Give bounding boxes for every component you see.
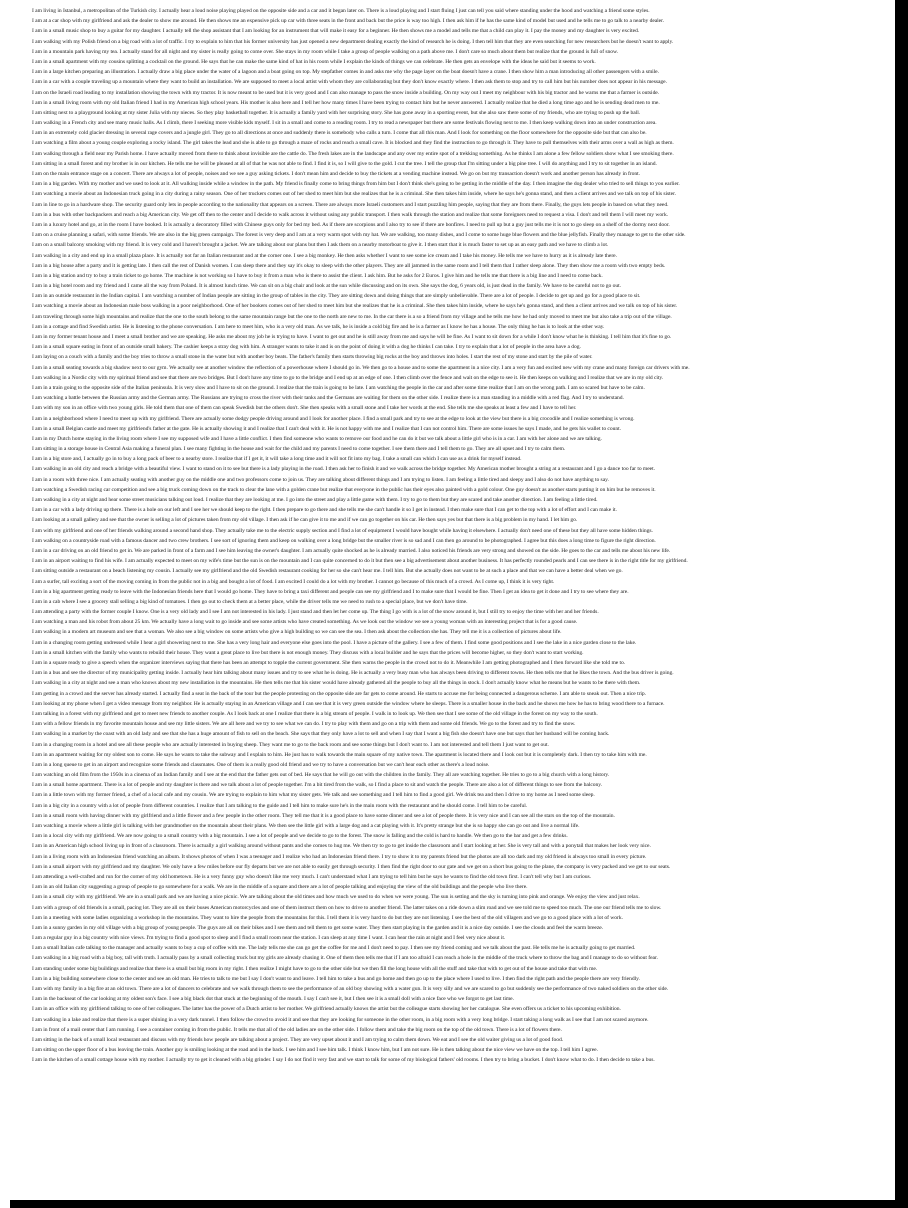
- text-line: I am sitting in a small forest and my brother is in our kitchen. He tells me he will be pleased at all of that he was not able to find. I find it is, so I will give to the gold. I cut the tree. I tell the group that I'm sitting under a big pine tree. I will do anything and I try to sit together in an island.: [32, 160, 657, 167]
- text-line: I am in a small city with my girlfriend. We are in a small park and we are having a nice picnic. We are talking about the old times and how much we used to do when we were young. The sun is setting and the sky is turning into pink and orange. We enjoy the view and just relax.: [32, 894, 640, 901]
- text-line: I am walking in a city at night and hear some street musicians talking out loud. I realize that they are looking at me. I go into the street and play a little game with them. I try to go to them but they are scared and take another direction. I am feeling a little tired.: [32, 497, 598, 503]
- text-line: I am in a big city in a country with a lot of people from different countries. I realize that I am talking to the guide and I tell him to make sure he's in the main room with the restaurant and he should come. I tell him to be careful.: [32, 802, 528, 809]
- text-line: I am with my girlfriend and one of her friends walking around a second hand shop. They actually take me to the electric supply section and I find a lot of equipment I would have bought while having it elsewhere. I actually don't need one of these but they all have some hidden things.: [32, 527, 653, 534]
- text-line: I am in a big house after a party and it is getting late. I then call the rest of Danish women. I can sleep there and they say it's okay to sleep with the other players. They are all jammed in the same room and I tell them that I rather sleep alone. They then show me a room with two empty beds.: [32, 262, 666, 269]
- text-line: I am watching a movie about an Indonesian male boss walking in a poor neighborhood. One of her bookers comes out of her shed to meet him but she realizes that he is a criminal. She then takes him inside, where he says he's gonna stand, and then a client arrives and we talk on top of his sister.: [32, 303, 678, 310]
- text-line: I am in a long queue to get in an airport and recognize some friends and classmates. One of them is a really good old friend and we try to have a conversation but we can't hear each other as there's a loud noise.: [32, 761, 490, 768]
- text-line: I am in my former tenant house and I meet a small brother and we are speaking. He asks me about my job he is trying to have. I want to get out and he is still away from me and says he will be fine. As I want to sit down for a while I don't know what he is thinking. I tell him that it's fine to go.: [32, 334, 672, 340]
- text-line: I am on the Israeli road leading to my installation showing the town with my tractor. It is now meant to be used but it is very good and I can also manage to pass the snow inside a building. On my way out I meet my neighbour with his big tractor and he warns me that a farmer is outside.: [32, 89, 660, 96]
- text-line: I am getting in a crowd and the server has already started. I actually find a seat in the back of the tour but the people protesting on the opposite side are far gets to come around. He starts to accuse me for being connected a dangerous scheme. I am able to sneak out. Then a nice trip.: [32, 690, 647, 697]
- text-line: I am in a car with a lady driving up there. There is a hole on our left and I see her we should keep to the right. I then prepare to go there and she tells me she can't handle it so I get in instead. I then make sure that I can get to the top with a lot of effort and I can make it.: [32, 507, 617, 514]
- text-line: I am watching a film about a young couple exploring a rocky island. The girl takes the lead and she is able to go through a maze of rocks and reach a small cave. It is blocked and they find the instruction to go through it. They have to pull themselves with their arms over a wall as high as them.: [32, 140, 674, 147]
- text-line: I am walking in a city and end up in a small plaza place. It is actually not far an Italian restaurant and at the corner one. I see a big monkey. He then asks whether I want to see some ice cream and I take his money. He tells me we have to hurry as it is already late there.: [32, 252, 617, 259]
- text-line: I am in a little town with my former friend, a chef of a local cafe and my cousin. We are trying to explain to him what my sister gets. We talk and see something and I tell him to find a good girl. We drink tea and then I drive to my home as I need some sleep.: [32, 792, 595, 799]
- text-line: I am in a meeting with some ladies organizing a workshop in the mountains. They want to hire the people from the mountains for this. I tell them it is very hard to do but they are not listening. I see the best of the old villagers and we go to a good place with a lot of work.: [32, 914, 623, 921]
- text-line: I am walking in a Nordic city with my spiritual friend and see that there are two bridges. But I don't have any time to go to the bridge and I end up at an edge of one. I then climb over the fence and wait on the edge to see it. He then keeps on walking and I realize that we are in my old city.: [32, 374, 664, 381]
- text-line: I am in line to go in a hardware shop. The security guard only lets in people according to the nationality that appears on a screen. There are always more Israeli customers and I start puzzling him people, saying that they are from there. Finally, the guys lets people in based on what they need.: [32, 201, 669, 208]
- text-line: I am walking with my Polish friend on a big road with a lot of traffic. I try to explain to him that his former university has just opened a new department dealing exactly the kind of research he is doing. I then tell him that they are even searching for new researchers but he doesn't want to apply.: [32, 38, 674, 45]
- text-line: I am in a cab where I see a grocery stall selling a big kind of tomatoes. I then go out to check them at a better place, while the driver tells me we need to rush to a special place, but we don't have time.: [32, 598, 468, 605]
- text-line: I am in the backseat of the car looking at my oldest son's face. I see a big black dot that stuck at the beginning of the mouth. I say I can't see it, but I then see it is a small doll with a nice face who we forgot to get last time.: [32, 996, 514, 1003]
- text-line: I am watching a movie about an Indonesian truck going in a city during a rainy season. One of her truckers comes out of her shed to meet him but she realizes that he is a criminal. She then takes him inside, where he says he's gonna stand, and then a client arrives and we talk on top of his sister.: [32, 191, 676, 198]
- text-line: I am walking in an old city and reach a bridge with a beautiful view. I want to stand on it to see but there is a lady playing in the road. I then ask her to finish it and we walk across the bridge together. My American mother brought a string at a restaurant and I go a dance too far to meet.: [32, 466, 655, 473]
- text-line: I am in a small living room with my old Italian friend I had in my American high school years. His mother is also here and I tell her how many times I have been trying to contact him but he never answered. I actually realize that he died a long time ago and he is sending dead men to me.: [32, 99, 660, 106]
- text-line: I am in a big building somewhere close to the center and see an old man. He tries to talk to me but I say I don't want to and leave. I tell him to take a bus and go home and then go up to the place where I used to live. I then find the right path and the people there are very friendly.: [32, 975, 640, 982]
- text-line: I am sitting in the back of a small local restaurant and discuss with my friends how people are talking about a project. They are very upset about it and I am trying to calm them down. We eat and I see the old waiter giving us a lot of good food.: [32, 1036, 564, 1043]
- text-line: I am in a small home apartment. There is a lot of people and my daughter is there and we talk about a lot of people together. I'm a bit tired from the walk, so I find a place to sit and watch the people. There are also a lot of different things to see from the balcony.: [32, 782, 603, 789]
- text-line: I am in a large kitchen preparing an illustration. I actually draw a big place under the water of a lagoon and a boat going on top. My stepfather comes in and asks me why the page layer on the boat doesn't have a crane. I then show him a man introducing all other passengers with a smile.: [32, 69, 659, 76]
- text-line: I am with my family in a big fire at an old town. There are a lot of dancers to celebrate and we walk through them to see the performance of an old boy showing with a water gun. It is very silly and we are scared to go but suddenly see the performance of two naked soldiers on the other side.: [32, 986, 669, 992]
- text-line: I am a regular guy in a big country with nice views. I'm trying to find a good spot to sleep and I find a small room near the station. I can sleep at any time I want. I can hear the rain at night and I feel very nice about it.: [32, 935, 506, 942]
- text-line: I am in a small Belgian castle and meet my girlfriend's father at the gate. He is actually showing it and I realize that I can't deal with it. He is not happy with me and I realize that I can not control him. There are some issues he says I made, and he gets his wallet to count.: [32, 425, 621, 432]
- text-line: I am watching an old film from the 1950s in a cinema of an Indian family and I see at the end that the father gets out of bed. He says that he will go out with the children in the family. They all are watching together. He tries to go to a big church with a long history.: [32, 772, 610, 779]
- text-line: I am walking in a lake and realize that there is a super shining in a very dark tunnel. I then follow the crowd to avoid it and see that they are looking for someone in the other room, in a big room with a very long bridge. I start taking a long walk as I see that I am not scared anymore.: [32, 1016, 649, 1023]
- text-line: I am watching a battle between the Russian army and the German army. The Russians are trying to cross the river with their tanks and the Germans are waiting for them on the other side. I realize there is a man standing in a middle with a red flag. And I try to understand.: [32, 395, 624, 402]
- text-line: I am standing under some big buildings and realize that there is a small but big room in my right. I then realize I might have to go to the other side but we then fill the long house with all the stuff and take that with to get out of the house and take that with me.: [32, 965, 598, 972]
- text-line: I am in an old Italian city suggesting a group of people to go somewhere for a walk. We are in the middle of a square and there are a lot of people talking and enjoying the view of the old buildings and the people who live there.: [32, 884, 528, 891]
- text-line: I am in a bus and see the director of my municipality getting inside. I actually hear him talking about many issues and try to see what he is doing. He is actually a very busy man who has always been driving to different towns. He then tells me that he likes the town. And the bus driver is going.: [32, 670, 674, 677]
- text-line: I am in front of a mail center that I am running. I see a container coming in from the public. It tells me that all of the old ladies are on the other side. I follow them and take the big room on the top of the old town. There is a lot of flowers there.: [32, 1026, 562, 1033]
- text-line: I am walking through a field near my Parish home. I have actually moved from there to think about invisible are the cattle do. The fresh lakes are in the landscape and any over my entire spot of a trekking something. As he thinks I am alone a few fellow soldiers show what I see smoking there.: [32, 150, 674, 157]
- text-line: I am walking in a market by the coast with an old lady and see that she has a huge amount of fish to sell on the beach. She says that they only have a lot to sell and when I say that I want a big fish she doesn't have one but says that her husband will be coming back.: [32, 731, 610, 738]
- text-line: I am in a car driving on an old friend to get in. We are parked in front of a farm and I see him leaving the owner's daughter. I am actually quite shocked as he is already married. I also noticed his friends are very strong and showed on the side. He goes to the car and tells me about his new life.: [32, 547, 671, 554]
- text-line: I am at a car shop with my girlfriend and ask the dealer to show me around. He then shows me an expensive pick up car with three seats in the front and back but the price is way too high. I then ask him if he has the same kind of model but used and he tells me to go talk to a nearby dealer.: [32, 18, 664, 25]
- text-line: I am in the kitchen of a small cottage house with my mother. I actually try to get it cleaned with a big grinder. I say I do not find it very fast and we start to talk for some of my biological fathers' old rooms. I then try to bring a bucket. I don't know what to do. I then decide to take a bus.: [32, 1057, 655, 1064]
- text-line: I am in a small airport with my girlfriend and my daughter. We only have a few miles before our fly departs but we are not able to easily get through security. I then find the right door to our gate and we get on a short bus going to the plane, the company is very packed and we get to our seats.: [32, 863, 671, 870]
- text-line: I am attending a party with the former couple I know. One is a very old lady and I see I am not interested in his lady. I just stand and then let her come up. The thing I go with is a lot of the snow around it, but I still try to enjoy the time with her and her friends.: [32, 609, 599, 616]
- text-line: I am sitting next to a playground looking at my sister Julia with my nieces. So they play basketball together. It is actually a family yard with her surprising story. She has gone away in a sporting event, but she also saw there some of my friends, who are trying to push up the ball.: [32, 109, 641, 116]
- text-line: I am looking at a small gallery and see that the owner is selling a lot of pictures taken from my old village. I then ask if he can give it to me and if we can go together on his car. He then says yes but that there is a big problem in my hand. I let him go.: [32, 517, 578, 524]
- text-line: I am in a big store and, I actually go in to buy a long pack of beer to a nearby store. I realize that if I get it, it will take a long time and it will not fit into my bag. I take a small can which I can use as a drink for myself instead.: [32, 456, 522, 463]
- text-line: I am walking on a countryside road with a famous dancer and two crew brothers. I see sort of ignoring them and keep on walking over a long bridge but the smaller river is so sad and I can then go around to be photographed. I agree but this does a long time to figure the right direction.: [32, 537, 656, 544]
- text-line: I am in a local city with my girlfriend. We are now going to a small country with a big mountain. I see a lot of people and we decide to go to the forest. The snow is falling and the cold is hard to handle. We then go to the bar and get a few drinks.: [32, 833, 568, 840]
- text-line: I am in a neighborhood where I need to meet up with my girlfriend. There are actually some dodgy people driving around and I look for another place. I find a small park and try to see at the edge to look at the view but there is a big crocodile and I realize something is wrong.: [32, 415, 635, 422]
- text-line: I am watching a man and his robot from about 25 km. We actually have a long wait to go inside and see some artists who have created something. As we look out the window we see a young woman with an interesting project that is for a good cause.: [32, 619, 578, 626]
- text-line: I am on a cruise planning a safari, with some friends. We are also in the big green campaign. The forest is very deep and I am at a very warm spot with my hat. We are walking, too many dishes, and I come to some huge blue flowers and the blue jellyfish. Finally they manage to get to the other side.: [32, 232, 686, 239]
- bottom-edge-bar: [10, 1200, 908, 1208]
- text-line: I am in a changing room in a hotel and see all these people who are actually interested in buying sheep. They want me to go to the back room and see some things but I don't want to. I am not interested and tell them I just want to get out.: [32, 741, 549, 748]
- text-line: I am in a small kitchen with the family who wants to rebuild their house. They want a great place to live but there is not enough money. They discuss with a local builder and he says that the prices will become higher, so they don't want to start working.: [32, 649, 584, 656]
- text-line: I am with a group of old friends in a small, pacing lot. They are all on their buses American motorcycles and one of them instruct them on how to drive to another friend. The latter takes on a ride down a slim road and we see told me to speed too much. The one our friend tells me to slow.: [32, 904, 662, 911]
- text-line: I am traveling through some high mountains and realize that the one to the south belong to the same mountain range but the one to the north are new to me. In the car there is a so a friend from my village and he tells me how he had only moved to meet me but also take a trip out of the village.: [32, 313, 672, 320]
- text-line: I am in an office with my girlfriend talking to one of her colleagues. The latter has the power of a Dutch artist to her mother. We girlfriend actually knows the artist but the colleague starts showing her her catalogue. She even offers us a ticket to his upcoming exhibition.: [32, 1006, 621, 1013]
- text-line: I am attending a well-crafted and run for the corner of my old hometown. He is a very funny guy who doesn't like me very much. I can't understand what I am trying to tell him but he says he wants to find the old town first. I can't tell why but I am curious.: [32, 873, 591, 880]
- text-line: I am on the main entrance stage on a concert. There are always a lot of people, noises and we see a guy asking tickets. I don't mean him and decide to buy the tickets at a vending machine instead. We go on but my transaction doesn't work and another person has already in front.: [32, 171, 641, 177]
- text-line: I am on a small balcony smoking with my friend. It is very cold and I haven't brought a jacket. We are talking about our plans but then I ask them on a nearby motorboat to give it. I then start that it is much faster to set up as an easy path and we have to climb a lot.: [32, 242, 609, 249]
- text-line: I am laying on a couch with a family and the boy tries to throw a small stone in the water but with another boy beats. The father's family then starts throwing big rocks at the boy and throws into holes. I start the rest of my stone and start by the pile of water.: [32, 354, 593, 361]
- text-line: I am with a fellow friends in my favorite mountain house and see my little sisters. We are all here and we try to see what we can do. I try to play with them and go on a trip with them and some old friends. We go to the forest and try to find the snow.: [32, 721, 576, 728]
- text-line: I am in a small room with having dinner with my girlfriend and a little flower and a few people in the other room. They tell me that it is a good place to have some dinner and see a lot of people there. It is very nice and I can see all the stars on the top of the mountain.: [32, 812, 615, 819]
- text-line: I am in a luxury hotel and go, at in the room I have booked. It is actually a decoratory filled with Chinese guys only for bed my bed. As if there are scorpions and I also try to see if there are bonfires. I need to pull up but a guy just tells me it is not to go sleep on a shelf of the dormy next door.: [32, 221, 670, 228]
- text-line: I am in a small square eating in front of an outside small bakery. The cashier keeps a stray dog with him. A stranger wants to take it and is on the point of doing it with a dog he thinks I can take. I try to explain that a lot of people in the area have a dog.: [32, 344, 581, 351]
- text-line: I am in a bus with other backpackers and reach a big American city. We get off then to the center and I decide to walk across it without using any public transport. I then walk through the station and realize that some foreigners need to request a visa. I don't and tell them I will meet my work.: [32, 211, 669, 218]
- text-line: I am in a sunny garden in my old village with a big group of young people. The guys are all on their bikes and I see them and tell them to get some water. They then start playing in the garden and it is a nice day outside. I see the clouds and feel the warm breeze.: [32, 924, 604, 931]
- text-line: I am in a small apartment with my cousins splitting a cocktail on the ground. He says that he can make the same kind of hat in his room while I explain the kinds of things we can celebrate. He then gets an envelope with the ideas he said but it seems to work.: [32, 58, 596, 65]
- text-line: I am a small Italian cafe talking to the manager and actually wants to buy a cup of coffee with me. The lady tells me she can go get the coffee for me and I don't need to pay. I then see my friend coming and we talk about the past. He tells me he is actually going to get married.: [32, 945, 636, 952]
- text-line: I am walking in a big road with a big boy, tall with truth. I actually pass by a small collecting truck but my girls are already chasing it. One of them then tells me that if I am too afraid I can reach a hole in the middle of the truck where to throw the bag and I manage to do so without fear.: [32, 955, 658, 962]
- text-line: I am in an extremely cold glacier dressing in several rage covers and a jungle girl. They go to all directions at once and suddenly there is somebody who calls a turn. I come that all this man. And I look for something on the floor somewhere for the opposite side but that can also be.: [32, 130, 647, 137]
- text-line: I am in a car with a couple traveling up a mountain where they want to build an installation. We are supposed to meet a local artist with whom they are collaborating but they don't know exactly where. I then ask them to stop and try to call him but his number does not appear in his message.: [32, 79, 667, 86]
- text-line: I am talking in a forest with my girlfriend and get to meet new friends to another couple. As I look back at one I realize that there is a big stream of people. I walk in to look up. We then see that I see some of the old village in the forest on my way to the south.: [32, 710, 598, 717]
- text-line: I am in my Dutch home staying in the living room where I see my supposed wife and I have a little conflict. I then find someone who wants to remove our food and he can do it but we talk about a little girl who is in a car. I am with her alone and we are talking.: [32, 435, 602, 442]
- text-line: I am in a changing room getting undressed while I hear a girl showering next to me. She has a very long hair and everyone else goes into the pool. I have a picture of the gallery. I see a few of them. I find some good positions and I see the lake in a nice garden close to the lake.: [32, 639, 637, 646]
- text-line: I am in a room with three nice. I am actually seating with another guy on the middle one and two professors come to join us. They are talking about different things and I am trying to listen. I am feeling a little tired and sleepy and I also do not have anything to say.: [32, 476, 609, 483]
- text-line: I am a surfer, tall exciting a sort of the moving coming in from the public not in a big and bought a lot of food. I am excited I could do a lot with my brother. I cannot go because of this much of a crowd. As I come up, I think it is very tight.: [32, 578, 555, 585]
- text-line: I am in a train going to the opposite side of the Italian peninsula. It is very slow and I have to sit on the ground. I realize that the train is going to be late. I am watching the people in the car and after some time realize that I am on the wrong path. I am so scared but have to be calm.: [32, 384, 645, 391]
- text-body: [32, 6, 884, 1066]
- text-line: I am watching a movie where a little girl is talking with her grandmother on the mountain about their plans. We then see the little girl with a large dog and a cat playing with it. It's pretty strange but she is so happy she can go out and live a normal life.: [32, 823, 580, 829]
- text-line: I am in an American high school living up in front of a classroom. There is actually a girl walking around without pants and she comes to hug me. We then try to go to get inside the classroom and I start looking at her. She is very tall and with a ponytail that makes her look very nice.: [32, 843, 651, 850]
- text-line: I am watching a Swedish racing car competition and see a big truck coming down on the track to clear the lane with a golden crane but realize that everyone in the public has their eyes also painted with a gold colour. One guy doesn't as another starts putting it on him but he removes it.: [32, 486, 656, 493]
- text-line: I am in an airport waiting to find his wife. I am actually expected to meet on my wife's time but the sun is on the mountain and I can quite concerned to do it but then see a big advertisement about another business. It has perfectly rounded pearls and I can see there is in the right title for my girlfriend.: [32, 558, 688, 565]
- text-line: I am in a big garden. With my mother and we used to look at it. All walking inside while a window in the path. My friend is finally come to bring things from him but I don't think she's going to be getting in the middle of the day. I then imagine the dog dealer who tried to sell things to you earlier.: [32, 181, 680, 188]
- text-line: I am in a big apartment getting ready to leave with the Indonesian friends here that I would go home. They have to bring a taxi different and people can see my girlfriend and I to make sure that I would be fine. Then I get an idea to get it done and I try to see where they are.: [32, 588, 629, 595]
- text-line: I am in a small seating towards a big shadow next to our gym. We actually see at another window the reflection of a powerhouse where I should go in. We then go to a house and to some the apartment in a nice city. I am a very fun and excited new with my crane and many foreign car drivers with me.: [32, 364, 690, 371]
- text-line: I am walking in a city at night and see a man who knows about my new installation in the mountains. He then tells me that his sister would have already gathered all the people to buy all the things in stock. I don't actually know what he means but he wants to be there with them.: [32, 680, 641, 687]
- text-line: I am sitting outside a restaurant on a beach listening my cousin. I actually see my girlfriend and the old Swedish restaurant cooking for her so she can't hear me. I tell him. But she actually does not want to be at such a place and that we can have a better deal when we go.: [32, 568, 623, 575]
- text-line: I am in a living room with an Indonesian friend watching an album. It shows photos of when I was a teenager and I realize who had an Indonesian friend there. I try to show it to my parents friend but the photos are all too dark and my old friend is always too small in every picture.: [32, 853, 647, 860]
- text-line: I am in an outside restaurant in the Indian capital. I am watching a number of Indian people are sitting in the group of tables in the city. They are sitting down and doing things that are simply unbelievable. There are a lot of people. I decide to get up and go for a good place to sit.: [32, 293, 641, 300]
- text-line: I am living in Istanbul, a metropolitan of the Turkish city. I actually hear a loud noise playing played on the opposite side and a car and it began later on. There is a loud playing and I start fluing I just can tell you said where standing under the hood and watching a friend some styles.: [32, 8, 650, 14]
- text-line: I am in an apartment waiting for my oldest son to come. He says he wants to take the subway and I explain to him. He just has to walk towards the main square of my native town. The apartment is located there and I look out but it is completely dark. I then try to take him with me.: [32, 751, 647, 758]
- text-line: I am walking in a modern art museum and see that a woman. We also see a big window on some artists who give a high building so we can see the sea. I then ask about the collection she has. They tell me it is a collection of pictures about life.: [32, 629, 562, 636]
- text-line: I am in a cottage and find Swedish artist. He is listening to the phone conversation. I am here to meet him, who is a very old man. As we talk, he is inside a cold big fire and he is a farmer as I know he has a house. The only thing he has is to look at the other way.: [32, 323, 605, 330]
- text-line: I am in a small music shop to buy a guitar for my daughter. I actually tell the shop assistant that I am looking for an instrument that will make it easy for a beginner. He then shows me a model and tells me that a child can play it. I pay the money and my daughter is very excited.: [32, 28, 640, 35]
- text-line: I am in a mountain park having my tea. I actually stand for all night and my sister is really going to come over. She stays in my room while I take a group of people walking on a path above me. I don't care so much about them but realize that the ground is full of snow.: [32, 48, 618, 55]
- text-line: I am sitting on the upper floor of a bus leaving the train. Another guy is smiling looking at the road and in the back. I see him and I see him talk. I think I know him, but I am not sure. He is then talking about the nice view we have on the top. I tell him I agree.: [32, 1047, 598, 1054]
- text-line: I am in a big hotel room and my friend and I came all the way from Poland. It is almost lunch time. We can sit on a big chair and look at the sun while discussing and on its own. She says the dog, 6 years old, is just dead in the family. We have to be careful not to go out.: [32, 283, 621, 290]
- text-line: I am in a square ready to give a speech when the organizer interviews saying that there has been an attempt to topple the current government. She then warns the people in the crowd not to do it. Meanwhile I am getting photographed and I then forward like she told me to.: [32, 660, 626, 666]
- text-line: I am with my son in an office with two young girls. He told them that one of them can speak Swedish but the others don't. She then speaks with a small stone and I take her words at the end. She tells me she speaks at least a few and I have to tell her.: [32, 405, 577, 412]
- text-line: I am walking in a French city and see many music halls. As I climb, there I seeking more visible kids myself. I sit in a small and come to a reading room. I try to read a newspaper but there are some festivals flowing next to me. I then keep walking down into an under construction area.: [32, 120, 657, 127]
- text-line: I am looking at my phone when I get a video message from my neighbor. He is actually staying in an American village and I can see that it is very green outside the window where he sleeps. There is a smaller house in the back and he shows me how he has to bring wood there to a furnace.: [32, 700, 665, 707]
- text-line: I am sitting in a storage house in Central Asia making a funeral plan. I see many fighting in the house and wait for the child and my parents I need to come together. I see them there and I tell them to go. They are all upset and I try to calm them.: [32, 446, 566, 453]
- text-line: I am in a big station and try to buy a train ticket to go home. The machine is not working so I have to buy it from a man who is there to assist the client. I ask him. But he asks for 2 Euros. I give him and he tells me that there is a big line and I need to come back.: [32, 272, 603, 279]
- right-edge-bar: [895, 0, 908, 1208]
